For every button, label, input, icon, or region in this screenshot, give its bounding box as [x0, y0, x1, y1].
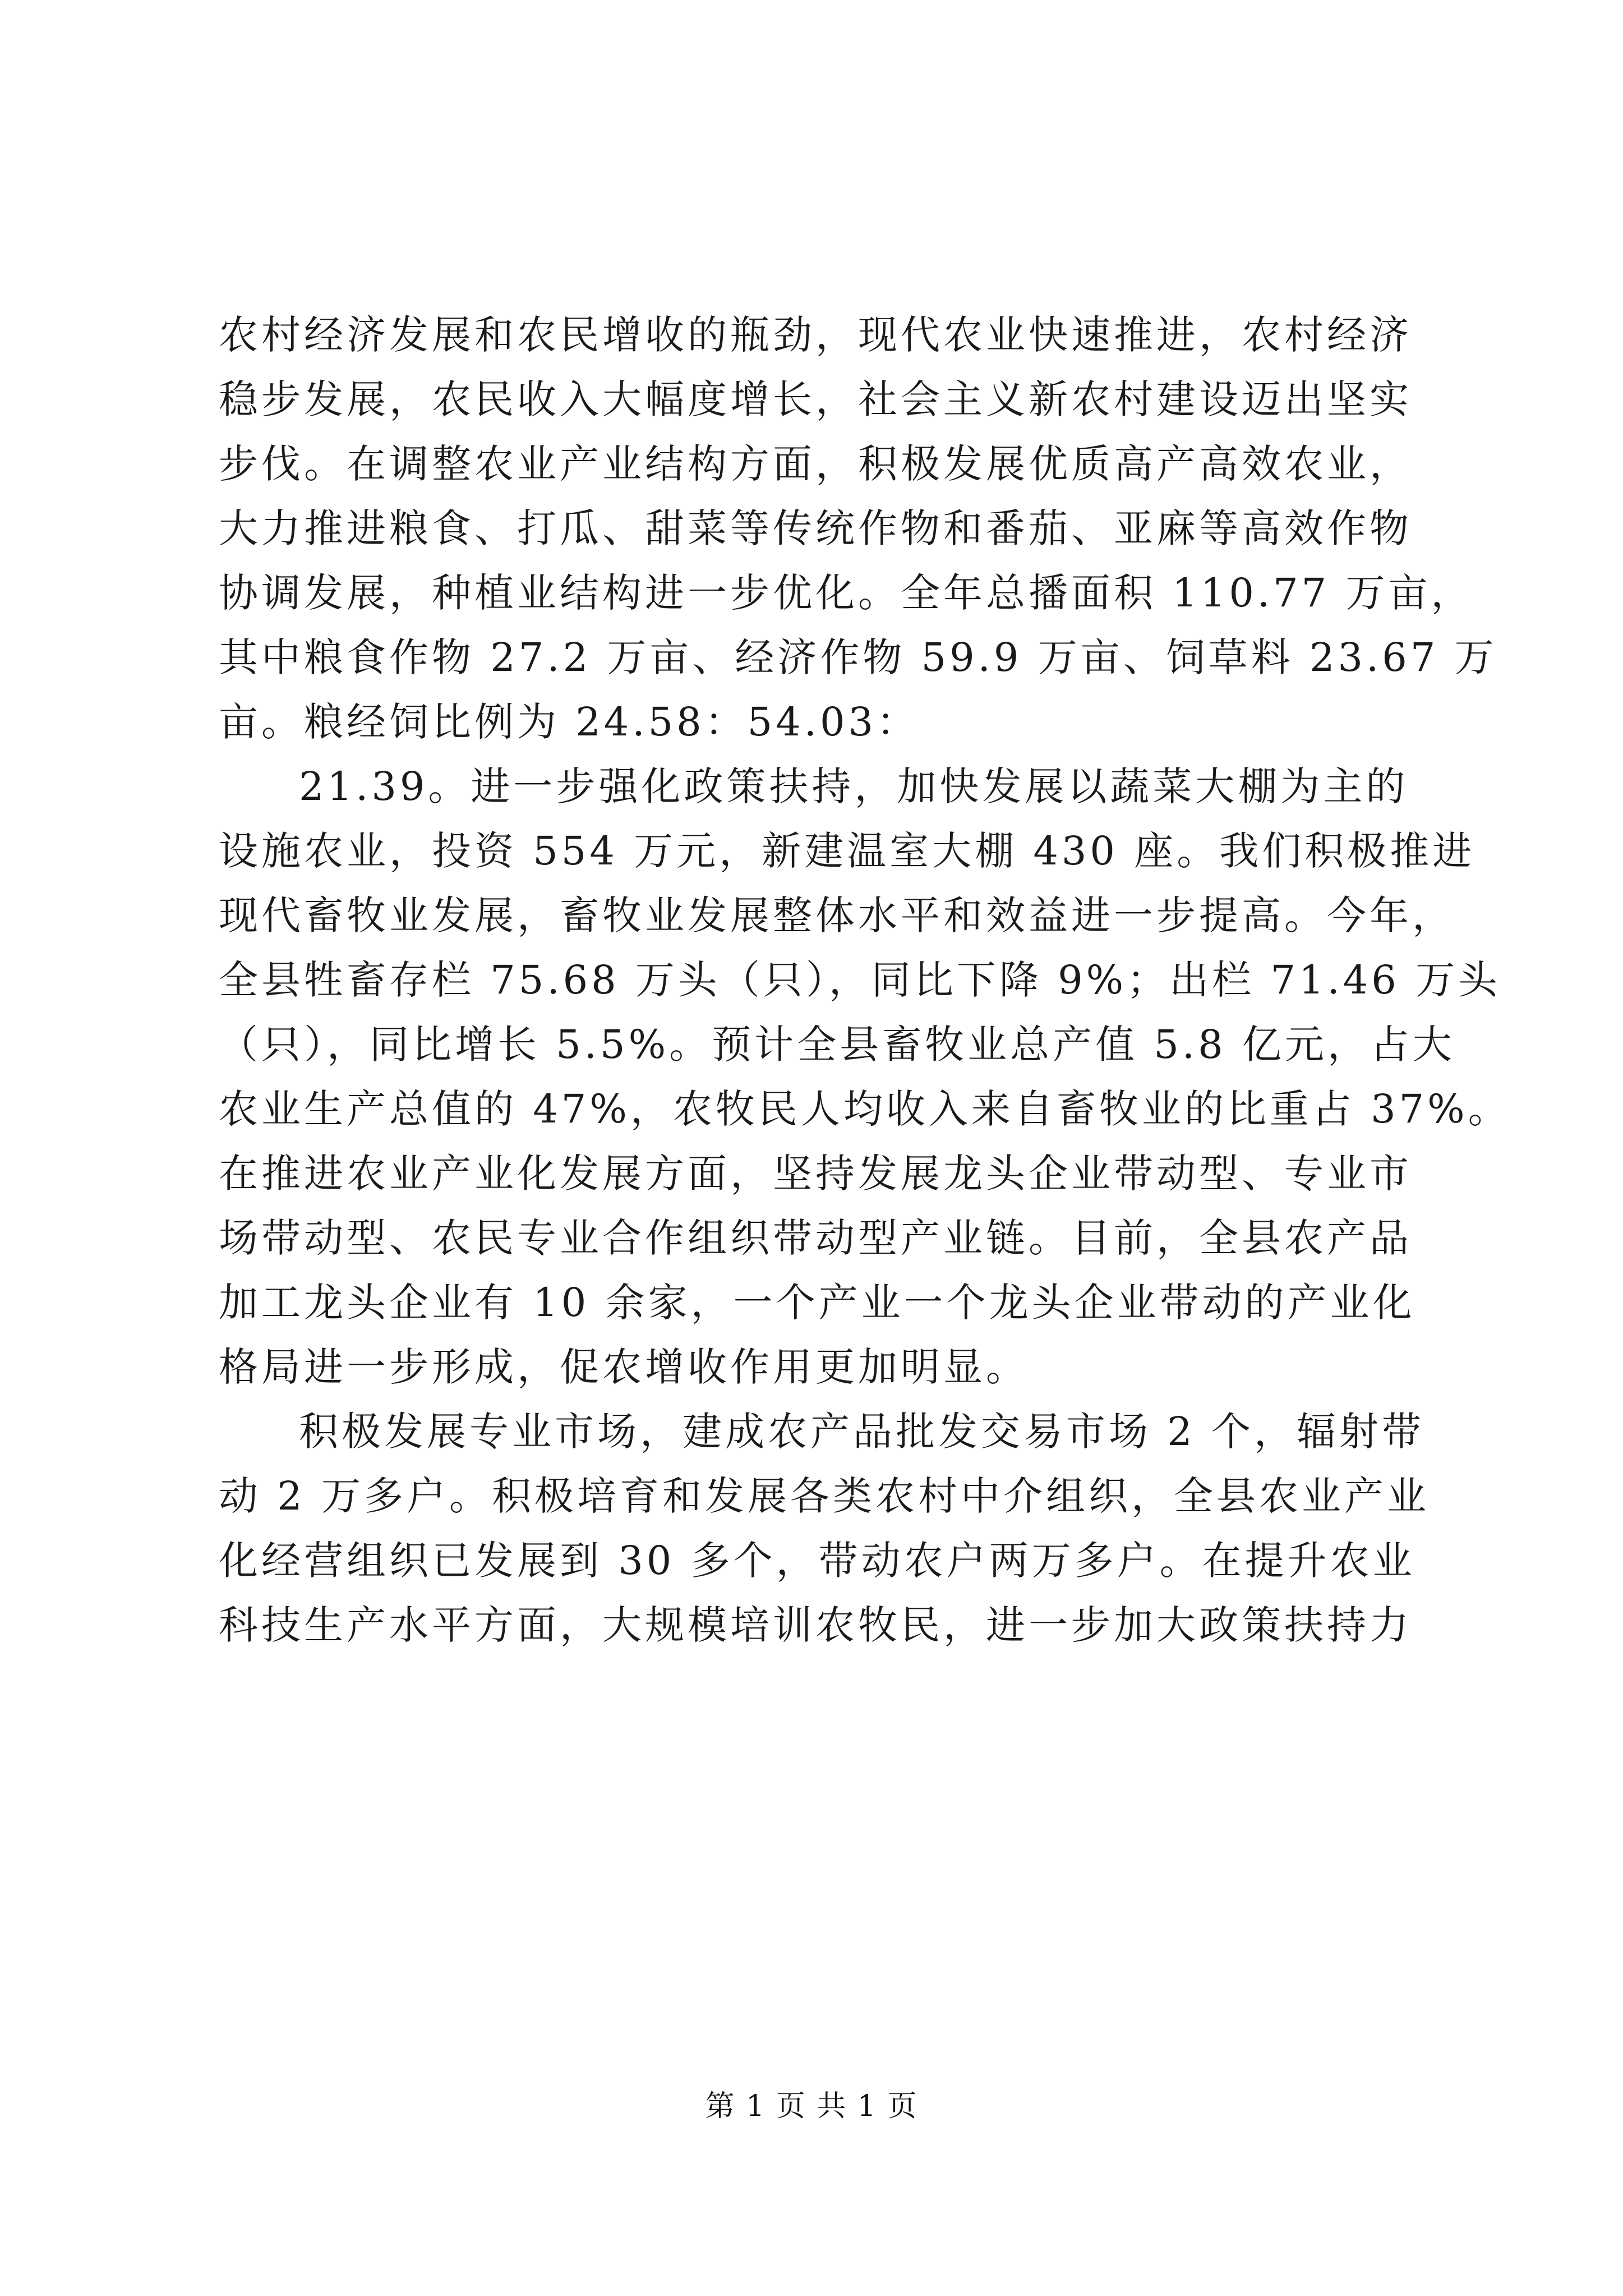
text-line: 农村经济发展和农民增收的瓶劲，现代农业快速推进，农村经济 — [219, 312, 1412, 358]
text-line: 设施农业，投资 554 万元，新建温室大棚 430 座。我们积极推进 — [219, 828, 1476, 874]
text-line: 全县牲畜存栏 75.68 万头（只），同比下降 9%；出栏 71.46 万头 — [219, 957, 1501, 1003]
text-line: 科技生产水平方面，大规模培训农牧民，进一步加大政策扶持力 — [219, 1602, 1412, 1648]
text-line: （只），同比增长 5.5%。预计全县畜牧业总产值 5.8 亿元，占大 — [219, 1022, 1455, 1068]
text-line: 现代畜牧业发展，畜牧业发展整体水平和效益进一步提高。今年， — [219, 892, 1455, 938]
text-line: 协调发展，种植业结构进一步优化。全年总播面积 110.77 万亩， — [219, 570, 1474, 616]
page-footer: 第 1 页 共 1 页 — [705, 2090, 918, 2123]
text-line: 大力推进粮食、打瓜、甜菜等传统作物和番茄、亚麻等高效作物 — [219, 505, 1412, 551]
paragraph-1 — [219, 303, 1497, 754]
text-line: 格局进一步形成，促农增收作用更加明显。 — [219, 1344, 1029, 1390]
text-line-indented: 积极发展专业市场，建成农产品批发交易市场 2 个，辐射带 — [299, 1409, 1425, 1455]
text-line: 在推进农业产业化发展方面，坚持发展龙头企业带动型、专业市 — [219, 1151, 1412, 1197]
text-line: 农业生产总值的 47%，农牧民人均收入来自畜牧业的比重占 37%。 — [219, 1086, 1511, 1132]
text-line: 动 2 万多户。积极培育和发展各类农村中介组织，全县农业产业 — [219, 1473, 1430, 1519]
text-line: 稳步发展，农民收入大幅度增长，社会主义新农村建设迈出坚实 — [219, 376, 1412, 422]
document-body — [219, 303, 1511, 1658]
text-line-indented: 21.39。进一步强化政策扶持，加快发展以蔬菜大棚为主的 — [299, 763, 1409, 809]
paragraph-2 — [219, 754, 1511, 1400]
text-line: 其中粮食作物 27.2 万亩、经济作物 59.9 万亩、饲草料 23.67 万 — [219, 634, 1497, 680]
text-line: 亩。粮经饲比例为 24.58：54.03： — [219, 699, 920, 745]
text-line: 场带动型、农民专业合作组织带动型产业链。目前，全县农产品 — [219, 1215, 1412, 1261]
text-line: 步伐。在调整农业产业结构方面，积极发展优质高产高效农业， — [219, 441, 1412, 487]
text-line: 化经营组织已发展到 30 多个，带动农户两万多户。在提升农业 — [219, 1538, 1415, 1584]
paragraph-3 — [219, 1400, 1430, 1658]
text-line: 加工龙头企业有 10 余家，一个产业一个龙头企业带动的产业化 — [219, 1280, 1415, 1326]
